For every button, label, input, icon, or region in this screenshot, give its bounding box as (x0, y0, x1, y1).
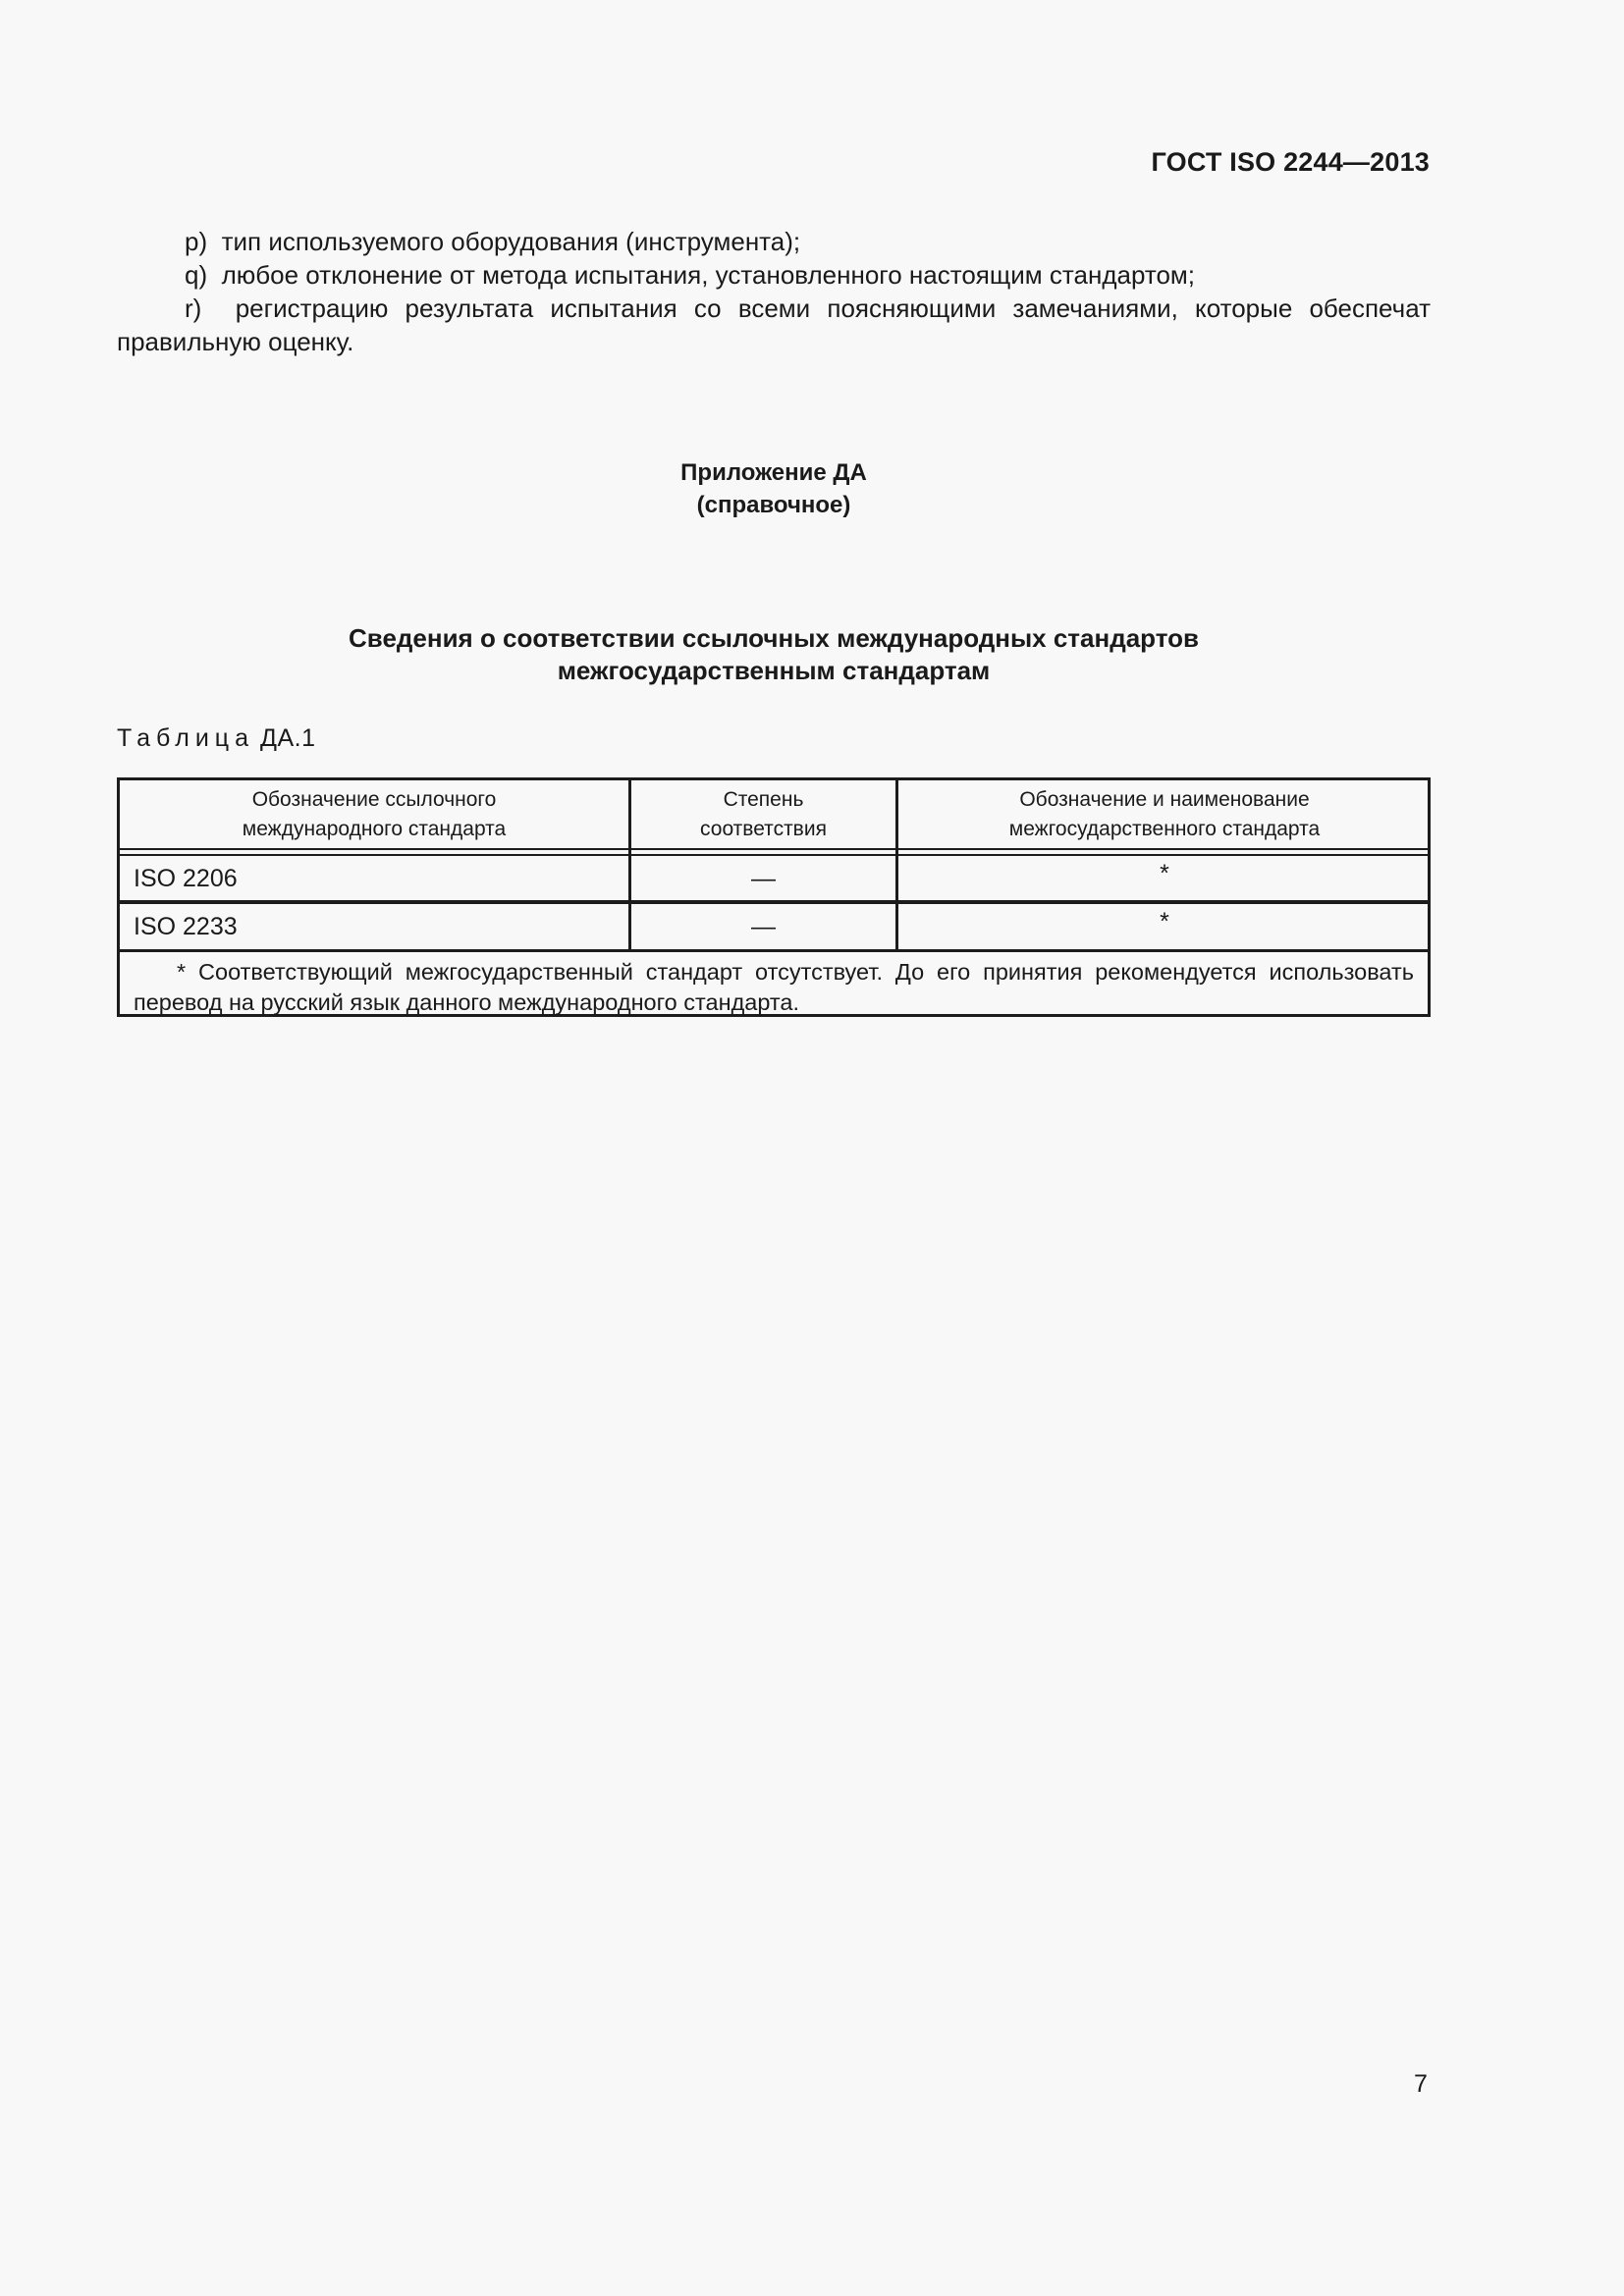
section-title-line1: Сведения о соответствии ссылочных международных стандартов (349, 623, 1199, 653)
list-item-r (117, 292, 1431, 358)
list-item-p (117, 225, 1431, 258)
table-caption-number: ДА.1 (260, 724, 316, 752)
list-marker: p) (185, 227, 208, 256)
list-text: любое отклонение от метода испытания, установленного настоящим стандартом; (221, 260, 1196, 290)
list-marker: q) (185, 260, 208, 290)
header-divider (120, 848, 1428, 850)
table-cell-intl-standard: ISO 2206 (134, 864, 238, 892)
table-footnote (120, 951, 1428, 1018)
table-caption-word: Таблица (117, 724, 255, 752)
column-divider (628, 780, 631, 951)
table-caption (117, 724, 316, 753)
table-cell-intl-standard: ISO 2233 (134, 912, 238, 940)
correspondence-table (117, 777, 1431, 1017)
header-line: межгосударственного стандарта (1008, 817, 1321, 840)
list-marker: r) (185, 294, 202, 323)
list-text: регистрацию результата испытания со всеми поясняющими замечаниями, которые обеспечат правильную оценку. (117, 294, 1431, 356)
list-text: тип используемого оборудования (инструмента); (221, 227, 801, 256)
table-cell-degree: — (751, 912, 776, 940)
column-header-intl-standard (120, 780, 628, 848)
table-cell-degree: — (751, 864, 776, 892)
table-cell-interstate-standard: * (1160, 859, 1169, 887)
header-line: соответствия (700, 817, 827, 840)
footnote-text: * Соответствующий межгосударственный стандарт отсутствует. До его принятия рекомендуется использовать перевод на русский язык данного международного стандарта. (134, 959, 1414, 1015)
page-number: 7 (1414, 2070, 1428, 2098)
header-line: Степень (723, 787, 804, 811)
list-item-q (117, 258, 1431, 292)
column-divider (895, 780, 898, 951)
table-cell-interstate-standard: * (1160, 907, 1169, 935)
column-header-interstate-standard (898, 780, 1431, 848)
header-line: международного стандарта (242, 817, 507, 840)
appendix-subtitle: (справочное) (696, 492, 851, 518)
document-code-header: ГОСТ ISO 2244—2013 (1151, 147, 1430, 177)
appendix-title: Приложение ДА (680, 459, 867, 486)
section-title-line2: межгосударственным стандартам (557, 656, 991, 685)
header-line: Обозначение и наименование (1019, 787, 1310, 811)
header-line: Обозначение ссылочного (251, 787, 497, 811)
column-header-degree (631, 780, 895, 848)
